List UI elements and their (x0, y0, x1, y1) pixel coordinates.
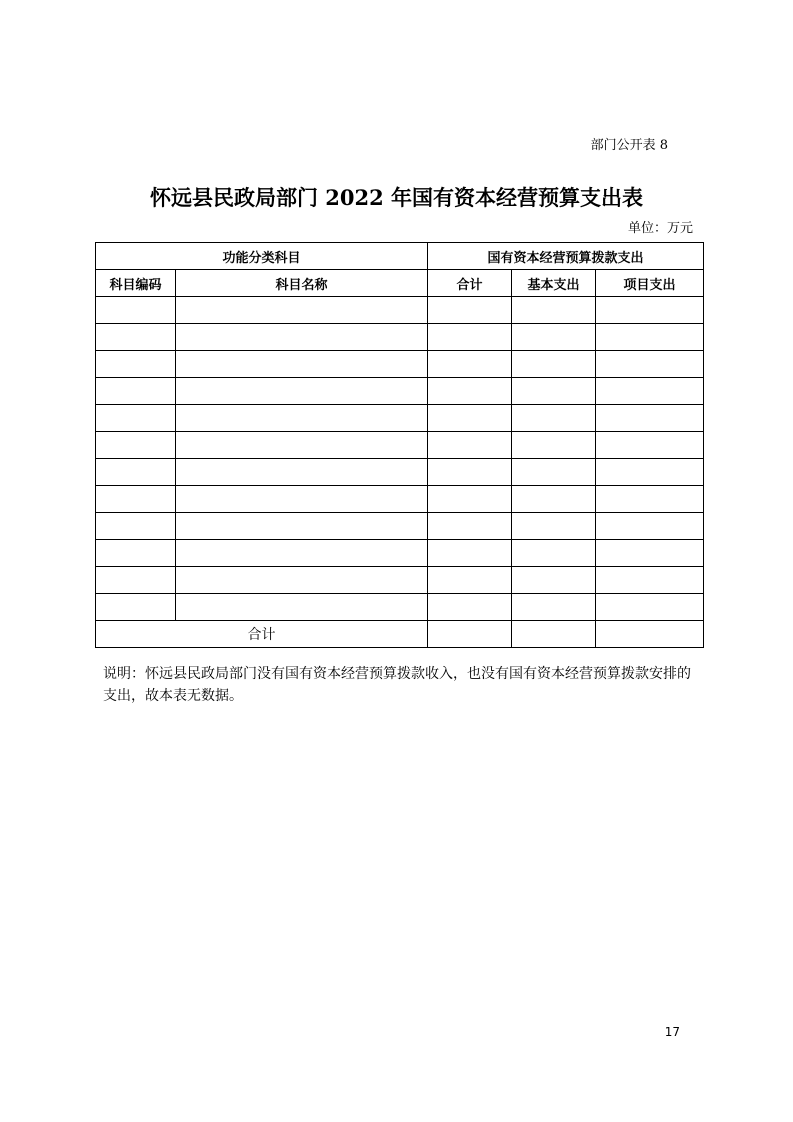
table-row (96, 459, 704, 486)
table-label: 部门公开表 8 (590, 138, 668, 153)
column-header-total: 合计 (428, 270, 512, 297)
table-row (96, 567, 704, 594)
column-header-subject-name: 科目名称 (176, 270, 428, 297)
table-cell (176, 297, 428, 324)
table-row (96, 540, 704, 567)
table-cell (596, 540, 704, 567)
page-number: 17 (664, 1025, 680, 1039)
table-cell (512, 486, 596, 513)
table-cell (96, 324, 176, 351)
table-cell (176, 378, 428, 405)
table-cell (96, 378, 176, 405)
table-cell (428, 594, 512, 621)
total-cell (428, 621, 512, 648)
table-row (96, 432, 704, 459)
table-cell (96, 540, 176, 567)
table-cell (176, 432, 428, 459)
table-cell (596, 351, 704, 378)
table-row (96, 297, 704, 324)
group-header-functional-classification: 功能分类科目 (96, 243, 428, 270)
table-cell (512, 594, 596, 621)
table-cell (96, 486, 176, 513)
table-cell (428, 513, 512, 540)
table-row (96, 351, 704, 378)
table-row (96, 486, 704, 513)
table-cell (96, 405, 176, 432)
column-header-project-expenditure: 项目支出 (596, 270, 704, 297)
table-cell (512, 513, 596, 540)
table-cell (96, 513, 176, 540)
table-cell (176, 405, 428, 432)
table-cell (428, 297, 512, 324)
table-cell (428, 432, 512, 459)
table-cell (596, 567, 704, 594)
table-cell (596, 486, 704, 513)
table-cell (428, 486, 512, 513)
table-cell (176, 594, 428, 621)
total-row (96, 621, 704, 648)
table-cell (428, 378, 512, 405)
table-cell (512, 405, 596, 432)
unit-label: 单位：万元 (627, 221, 693, 236)
table-cell (596, 459, 704, 486)
table-cell (176, 567, 428, 594)
table-cell (96, 432, 176, 459)
table-cell (512, 351, 596, 378)
total-label: 合计 (96, 621, 428, 648)
table-row (96, 324, 704, 351)
budget-table (95, 242, 704, 648)
table-cell (512, 540, 596, 567)
table-cell (428, 405, 512, 432)
table-row (96, 594, 704, 621)
table-cell (428, 351, 512, 378)
table-cell (596, 405, 704, 432)
table-cell (428, 540, 512, 567)
table-row (96, 405, 704, 432)
explanatory-note: 说明：怀远县民政局部门没有国有资本经营预算拨款收入，也没有国有资本经营预算拨款安排的支出，故本表无数据。 (103, 666, 691, 704)
table-cell (96, 567, 176, 594)
table-cell (428, 324, 512, 351)
table-cell (428, 567, 512, 594)
table-cell (176, 540, 428, 567)
table-cell (512, 297, 596, 324)
table-row (96, 378, 704, 405)
table-cell (512, 459, 596, 486)
table-cell (596, 432, 704, 459)
table-cell (176, 513, 428, 540)
table-cell (96, 459, 176, 486)
table-row (96, 513, 704, 540)
total-cell (512, 621, 596, 648)
table-cell (96, 297, 176, 324)
column-header-basic-expenditure: 基本支出 (512, 270, 596, 297)
table-cell (596, 378, 704, 405)
group-header-row (96, 243, 704, 270)
table-cell (596, 513, 704, 540)
column-header-row (96, 270, 704, 297)
table-body (96, 297, 704, 621)
table-cell (96, 351, 176, 378)
table-cell (512, 324, 596, 351)
table-cell (176, 324, 428, 351)
group-header-state-capital-expenditure: 国有资本经营预算拨款支出 (428, 243, 704, 270)
table-cell (176, 351, 428, 378)
table-cell (96, 594, 176, 621)
page-title: 怀远县民政局部门 2022 年国有资本经营预算支出表 (149, 185, 644, 210)
table-cell (512, 432, 596, 459)
table-cell (596, 297, 704, 324)
table-cell (176, 459, 428, 486)
table-cell (428, 459, 512, 486)
total-cell (596, 621, 704, 648)
table-cell (596, 324, 704, 351)
column-header-subject-code: 科目编码 (96, 270, 176, 297)
table-cell (596, 594, 704, 621)
table-cell (176, 486, 428, 513)
table-cell (512, 567, 596, 594)
table-cell (512, 378, 596, 405)
